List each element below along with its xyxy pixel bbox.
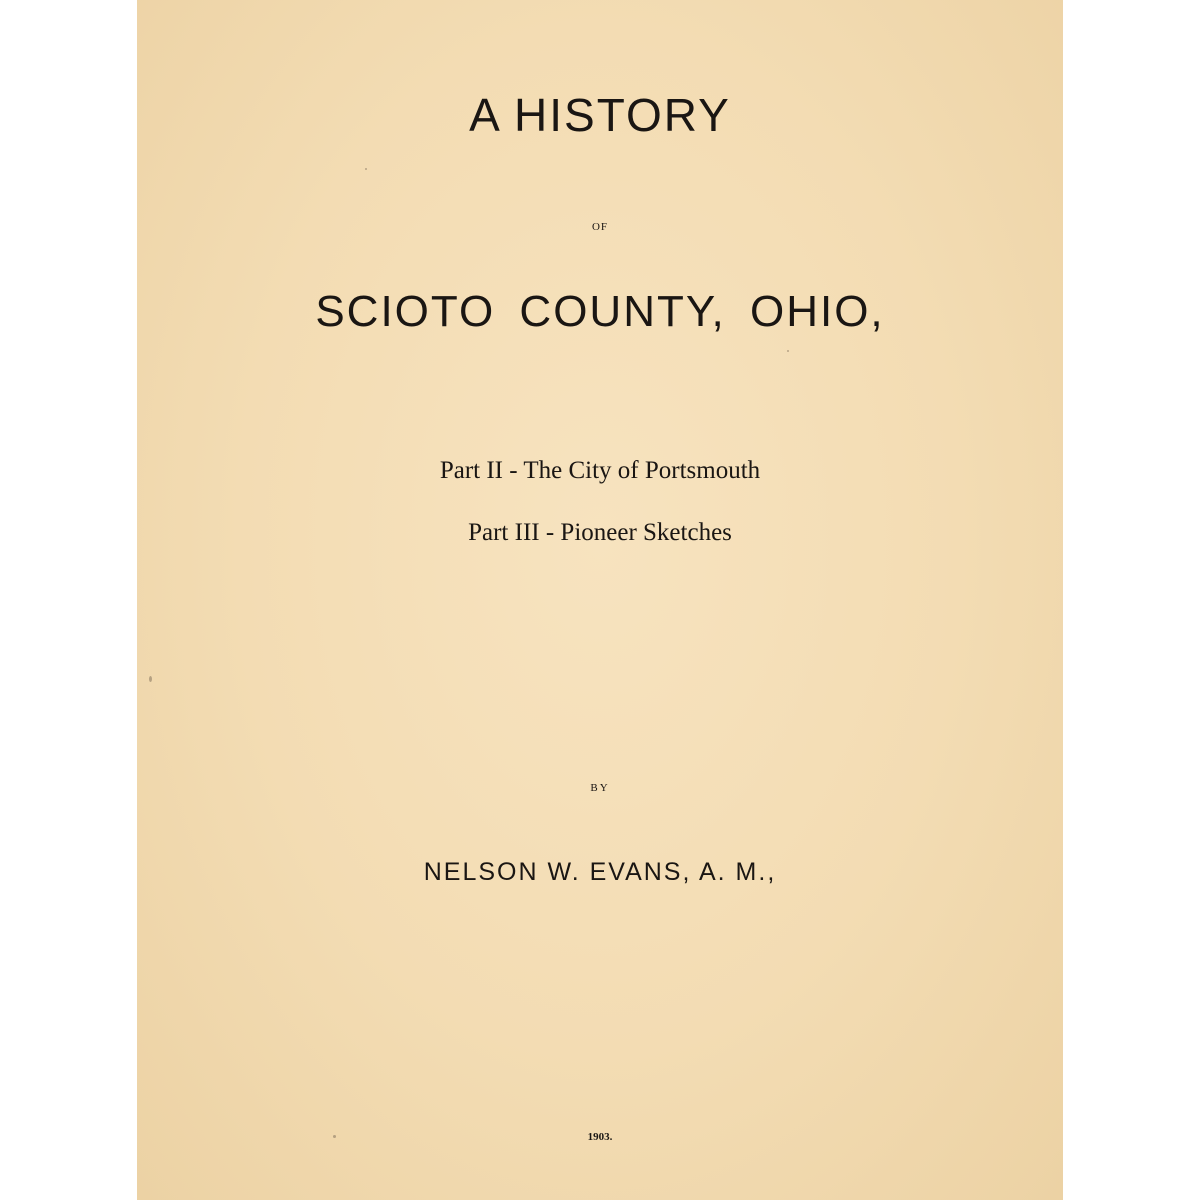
paper-speck (365, 168, 367, 170)
part-ii-line: Part II - The City of Portsmouth (439, 457, 761, 484)
publication-year: 1903. (587, 1131, 613, 1143)
book-title: A HISTORY (469, 89, 731, 141)
part-iii-line: Part III - Pioneer Sketches (468, 519, 732, 546)
paper-speck (149, 676, 152, 682)
paper-speck (787, 350, 789, 352)
byline-by: BY (590, 782, 610, 794)
title-connector: OF (591, 221, 609, 233)
book-subject: SCIOTO COUNTY, OHIO, (315, 287, 885, 336)
author-name: NELSON W. EVANS, A. M., (423, 858, 777, 886)
title-page (137, 0, 1063, 1200)
paper-speck (333, 1135, 336, 1138)
